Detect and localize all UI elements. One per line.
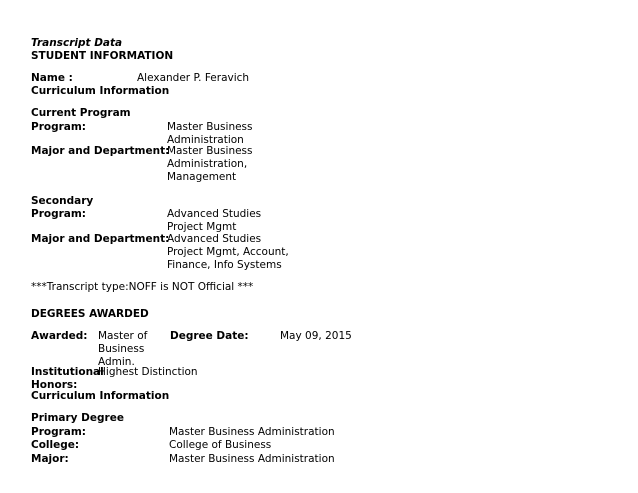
secondary-program-label: Program: <box>31 208 87 220</box>
secondary-major-value-line: Advanced Studies <box>167 233 262 245</box>
degree-curriculum-heading: Curriculum Information <box>31 390 170 402</box>
current-program-heading: Current Program <box>31 107 131 119</box>
honors-value: Highest Distinction <box>98 366 198 378</box>
current-major-label: Major and Department: <box>31 145 170 157</box>
primary-college-label: College: <box>31 439 80 451</box>
awarded-value-line: Business <box>98 343 145 355</box>
primary-major-value: Master Business Administration <box>169 453 335 465</box>
secondary-program-value-line: Project Mgmt <box>167 221 237 233</box>
secondary-major-value <box>167 233 289 272</box>
transcript-type-note: ***Transcript type:NOFF is NOT Official *** <box>31 281 254 293</box>
awarded-value-line: Admin. <box>98 356 135 368</box>
primary-degree-heading: Primary Degree <box>31 412 124 424</box>
awarded-value <box>98 330 147 369</box>
current-program-value-line: Master Business <box>167 121 253 133</box>
honors-label <box>31 366 104 392</box>
name-value: Alexander P. Feravich <box>137 72 250 84</box>
awarded-label: Awarded: <box>31 330 88 342</box>
current-major-value <box>167 145 253 184</box>
degree-date-label: Degree Date: <box>170 330 249 342</box>
current-major-value-line: Master Business <box>167 145 253 157</box>
student-information-heading: STUDENT INFORMATION <box>31 50 174 62</box>
primary-program-value: Master Business Administration <box>169 426 335 438</box>
honors-label-line: Honors: <box>31 379 78 391</box>
current-major-value-line: Administration, <box>167 158 248 170</box>
secondary-major-value-line: Project Mgmt, Account, <box>167 246 289 258</box>
curriculum-information-heading: Curriculum Information <box>31 85 170 97</box>
current-program-value <box>167 121 253 147</box>
honors-label-line: Institutional <box>31 366 104 378</box>
transcript-title: Transcript Data <box>31 37 123 49</box>
secondary-major-value-line: Finance, Info Systems <box>167 259 282 271</box>
primary-major-label: Major: <box>31 453 69 465</box>
current-major-value-line: Management <box>167 171 237 183</box>
primary-program-label: Program: <box>31 426 87 438</box>
current-program-value-line: Administration <box>167 134 244 146</box>
secondary-heading: Secondary <box>31 195 94 207</box>
secondary-program-value <box>167 208 261 234</box>
degree-date-value: May 09, 2015 <box>280 330 352 342</box>
current-program-label: Program: <box>31 121 87 133</box>
degrees-awarded-heading: DEGREES AWARDED <box>31 308 149 320</box>
name-label: Name : <box>31 72 73 84</box>
awarded-value-line: Master of <box>98 330 148 342</box>
primary-college-value: College of Business <box>169 439 272 451</box>
secondary-program-value-line: Advanced Studies <box>167 208 262 220</box>
secondary-major-label: Major and Department: <box>31 233 170 245</box>
